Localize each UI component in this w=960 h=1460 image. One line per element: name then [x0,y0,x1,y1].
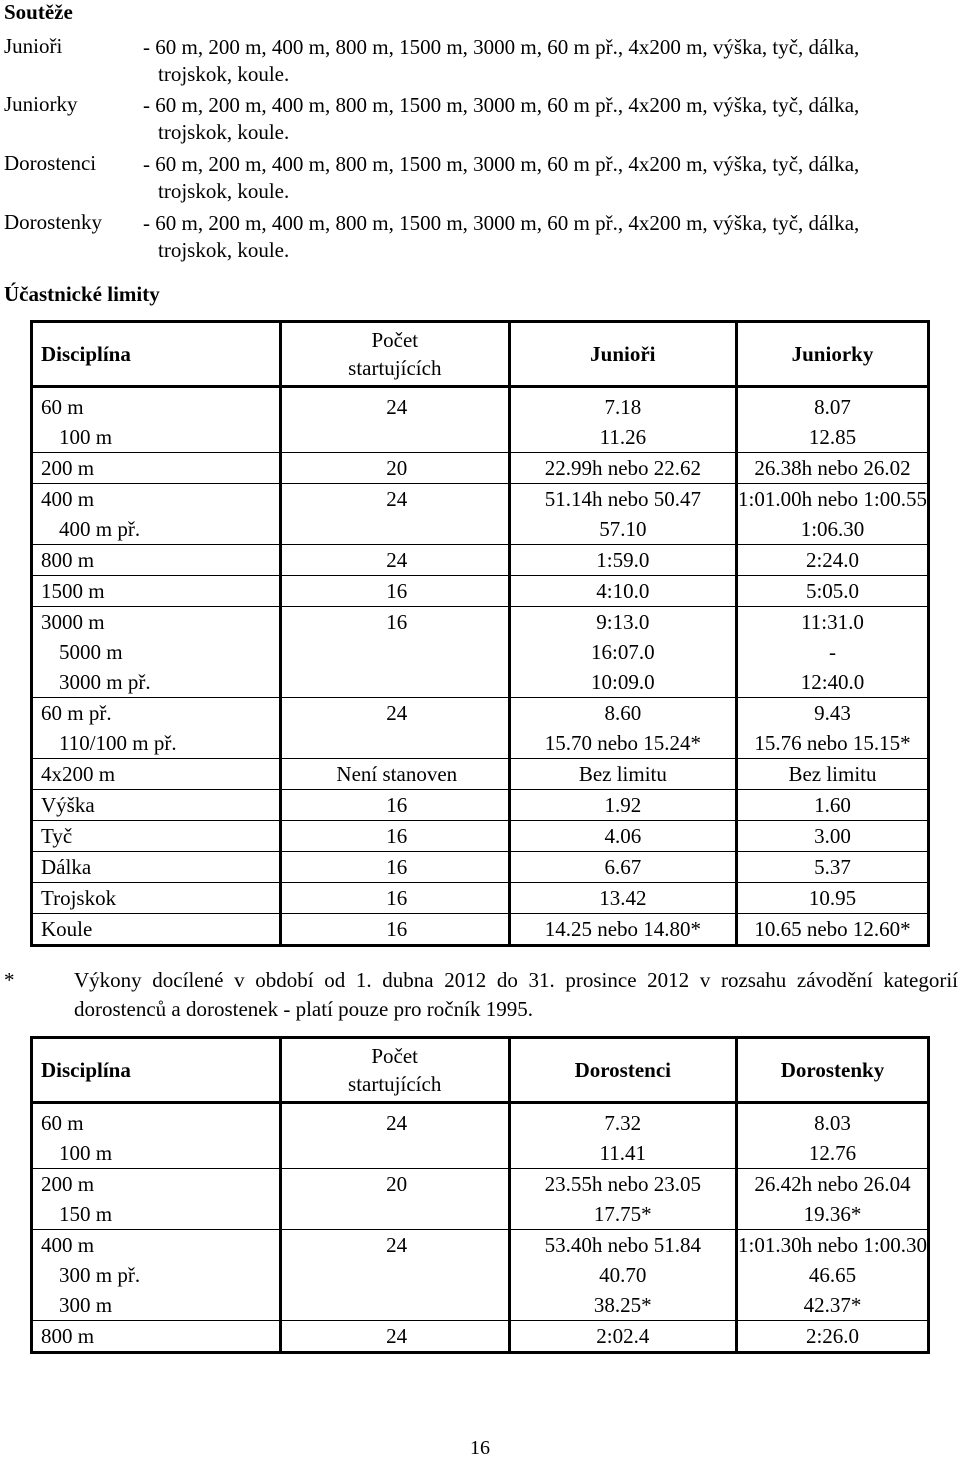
competition-events-line: trojskok, koule. [158,62,290,86]
table-row [32,790,929,821]
header-count-line: Počet [371,1044,418,1068]
limit-cell [509,1230,736,1321]
table-row [32,545,929,576]
discipline-cell-line: 100 m [59,425,113,449]
competition-events [143,34,958,88]
count-cell-line: 16 [386,824,408,848]
count-cell-line [282,637,508,667]
count-cell-line [282,667,508,697]
footnote-text: Výkony docílené v období od 1. dubna 2012 do 31. prosince 2012 v rozsahu závodění kategorií dorostenců a dorostenek - platí pouze pro ročník 1995. [74,968,958,1021]
competition-events-line: - 60 m, 200 m, 400 m, 800 m, 1500 m, 3000 m, 60 m př., 4x200 m, výška, tyč, dálka, [143,211,860,235]
discipline-cell-line: 3000 m př. [59,670,151,694]
discipline-cell [32,387,281,453]
competition-events-line: trojskok, koule. [158,179,290,203]
limit-cell-line: 40.70 [599,1263,647,1287]
count-cell [280,453,509,484]
discipline-cell [32,821,281,852]
limit-cell-line: 15.76 nebo 15.15* [754,731,911,755]
count-cell-line: 24 [386,1233,408,1257]
footnote-marker: * [4,968,15,992]
discipline-cell [32,1169,281,1230]
limit-cell [736,821,928,852]
header-count [280,322,509,387]
discipline-cell-line: 800 m [41,1324,95,1348]
limit-cell-line: 23.55h nebo 23.05 [544,1172,701,1196]
limit-cell [509,759,736,790]
count-cell-line: 24 [386,548,408,572]
table-row [32,453,929,484]
count-cell-line: 16 [386,855,408,879]
competition-events-line: trojskok, koule. [158,120,290,144]
count-cell [280,607,509,698]
limit-cell [736,1169,928,1230]
discipline-cell-line: Výška [41,793,95,817]
count-cell-line: 20 [386,1172,408,1196]
count-cell-line: Není stanoven [336,762,458,786]
count-cell-line [282,1260,508,1290]
limit-cell-line: 11.41 [599,1141,647,1165]
count-cell [280,484,509,545]
header-discipline: Disciplína [32,1038,281,1103]
limit-cell [736,453,928,484]
count-cell-line: 16 [386,886,408,910]
limit-cell [736,1321,928,1353]
limit-cell [736,852,928,883]
discipline-cell [32,453,281,484]
limit-cell-line: 42.37* [803,1293,862,1317]
limit-cell-line: 9:13.0 [596,610,650,634]
limit-cell [736,607,928,698]
limit-cell-line: 53.40h nebo 51.84 [544,1233,701,1257]
table-row [32,698,929,759]
count-cell [280,1321,509,1353]
table-row [32,759,929,790]
table-row [32,1103,929,1169]
limit-cell-line: 11:31.0 [801,610,864,634]
limit-cell [736,883,928,914]
discipline-cell [32,607,281,698]
discipline-cell [32,698,281,759]
discipline-cell [32,759,281,790]
page-number: 16 [470,1437,490,1459]
limit-cell [736,545,928,576]
discipline-cell [32,1321,281,1353]
discipline-cell-line: 60 m [41,1111,84,1135]
discipline-cell [32,852,281,883]
header-count-line: startujících [348,1072,442,1096]
count-cell [280,545,509,576]
table-row [32,607,929,698]
discipline-cell [32,576,281,607]
limit-cell-line: 9.43 [814,701,851,725]
limit-cell [509,545,736,576]
competition-label: Dorostenci [4,151,97,175]
table-row [32,1230,929,1321]
count-cell-line: 24 [386,487,408,511]
competition-events [143,151,958,205]
limit-cell [736,790,928,821]
limit-cell-line: 12.76 [808,1141,857,1165]
limit-cell-line: 8.07 [814,395,851,419]
limit-cell-line: 1:59.0 [596,548,650,572]
limit-cell-line: 1:06.30 [800,517,865,541]
limits-table-juniors [30,320,930,947]
competition-events [143,210,958,264]
limit-cell [509,453,736,484]
discipline-cell-line: 1500 m [41,579,105,603]
table-row [32,852,929,883]
limit-cell-line: 14.25 nebo 14.80* [544,917,702,941]
limit-cell [509,1169,736,1230]
header-discipline: Disciplína [32,322,281,387]
limit-cell-line: Bez limitu [788,762,877,786]
discipline-cell [32,883,281,914]
limit-cell-line: 12.85 [808,425,857,449]
discipline-cell-line: 4x200 m [41,762,116,786]
footnote [4,966,958,1024]
table-row [32,821,929,852]
table-row [32,576,929,607]
header-youth-women: Dorostenky [736,1038,928,1103]
count-cell-line: 16 [386,610,408,634]
limit-cell-line: 1.92 [604,793,642,817]
competition-events-line: - 60 m, 200 m, 400 m, 800 m, 1500 m, 3000 m, 60 m př., 4x200 m, výška, tyč, dálka, [143,152,860,176]
count-cell [280,790,509,821]
discipline-cell-line: 110/100 m př. [59,731,177,755]
limit-cell [509,698,736,759]
limit-cell-line: 26.42h nebo 26.04 [754,1172,911,1196]
header-count-line: Počet [371,328,419,352]
count-cell [280,1103,509,1169]
count-cell-line: 20 [386,456,408,480]
limit-cell-line: 2:26.0 [805,1324,860,1348]
limit-cell-line: 4:10.0 [596,579,650,603]
count-cell [280,759,509,790]
limit-cell-line: 11.26 [599,425,647,449]
count-cell [280,883,509,914]
competition-events-line: - 60 m, 200 m, 400 m, 800 m, 1500 m, 3000 m, 60 m př., 4x200 m, výška, tyč, dálka, [143,35,860,59]
limit-cell [509,790,736,821]
limit-cell-line: 1.60 [814,793,851,817]
limit-cell-line: 8.60 [604,701,642,725]
limits-table-youth [30,1036,930,1354]
limit-cell-line: 46.65 [808,1263,857,1287]
count-cell [280,1230,509,1321]
count-cell-line [282,728,508,758]
count-cell-line: 16 [386,793,408,817]
count-cell-line: 16 [386,579,408,603]
count-cell [280,698,509,759]
limit-cell-line: 12:40.0 [800,670,865,694]
competition-label: Juniorky [4,92,78,116]
header-count [280,1038,509,1103]
limit-cell-line: 10:09.0 [591,670,655,694]
count-cell [280,821,509,852]
limit-cell [509,484,736,545]
discipline-cell-line: 60 m př. [41,701,112,725]
header-youth-men: Dorostenci [509,1038,736,1103]
table-row [32,484,929,545]
discipline-cell [32,914,281,946]
limit-cell-line: 6.67 [604,855,642,879]
limit-cell [736,698,928,759]
count-cell-line [282,1290,508,1320]
limit-cell [736,914,928,946]
limit-cell-line: 10.95 [808,886,857,910]
discipline-cell-line: 100 m [59,1141,113,1165]
table-row [32,914,929,946]
count-cell-line: 16 [386,917,408,941]
header-count-line: startujících [348,356,442,380]
discipline-cell [32,1230,281,1321]
limit-cell [509,607,736,698]
discipline-cell-line: 400 m [41,487,95,511]
limit-cell [736,484,928,545]
limit-cell [736,759,928,790]
discipline-cell [32,545,281,576]
count-cell-line [282,514,508,544]
limit-cell-line: 16:07.0 [591,640,655,664]
limit-cell-line: 38.25* [593,1293,652,1317]
competition-events-line: trojskok, koule. [158,238,290,262]
limit-cell-line: 4.06 [604,824,642,848]
discipline-cell-line: 400 m př. [59,517,141,541]
limit-cell-line: 10.65 nebo 12.60* [754,917,911,941]
count-cell-line [282,1199,508,1229]
limit-cell [509,576,736,607]
table-row [32,1321,929,1353]
limit-cell [509,914,736,946]
limit-cell-line: 17.75* [593,1202,652,1226]
limit-cell [736,387,928,453]
limit-cell-line: 15.70 nebo 15.24* [544,731,702,755]
limits-heading: Účastnické limity [4,282,160,306]
limit-cell [509,852,736,883]
limit-cell-line: 51.14h nebo 50.47 [544,487,702,511]
limit-cell [509,1321,736,1353]
limit-cell [736,1230,928,1321]
limit-cell-line: 26.38h nebo 26.02 [754,456,911,480]
count-cell-line: 24 [386,1111,408,1135]
table-header-row [32,322,929,387]
discipline-cell-line: Tyč [41,824,73,848]
count-cell-line: 24 [386,395,408,419]
limit-cell [509,821,736,852]
table-header-row [32,1038,929,1103]
count-cell-line [282,422,508,452]
limit-cell-line: 5:05.0 [805,579,860,603]
discipline-cell [32,790,281,821]
limit-cell-line: Bez limitu [578,762,667,786]
count-cell-line: 24 [386,1324,408,1348]
competition-label: Dorostenky [4,210,102,234]
discipline-cell-line: 200 m [41,456,95,480]
discipline-cell-line: 400 m [41,1233,95,1257]
table-row [32,1169,929,1230]
limit-cell [509,387,736,453]
discipline-cell-line: 300 m př. [59,1263,141,1287]
count-cell [280,852,509,883]
discipline-cell-line: 60 m [41,395,84,419]
discipline-cell-line: 300 m [59,1293,113,1317]
discipline-cell-line: 3000 m [41,610,105,634]
count-cell [280,387,509,453]
limit-cell [736,576,928,607]
limit-cell [509,1103,736,1169]
count-cell [280,1169,509,1230]
table-row [32,883,929,914]
discipline-cell-line: Dálka [41,855,92,879]
limit-cell-line: 1:01.30h nebo 1:00.30 [737,1233,927,1257]
table-row [32,387,929,453]
limit-cell-line: 2:02.4 [596,1324,650,1348]
discipline-cell-line: 200 m [41,1172,95,1196]
discipline-cell-line: 150 m [59,1202,113,1226]
limit-cell-line: 7.18 [604,395,642,419]
count-cell-line [282,1138,508,1168]
competition-label: Junioři [4,34,63,58]
limit-cell-line: - [828,640,836,664]
discipline-cell-line: Koule [41,917,93,941]
limit-cell-line: 57.10 [599,517,647,541]
count-cell [280,914,509,946]
competition-events [143,92,958,146]
competitions-heading: Soutěže [4,0,73,24]
discipline-cell [32,1103,281,1169]
header-junior-women: Juniorky [736,322,928,387]
limit-cell-line: 3.00 [814,824,851,848]
count-cell-line: 24 [386,701,408,725]
competition-events-line: - 60 m, 200 m, 400 m, 800 m, 1500 m, 3000 m, 60 m př., 4x200 m, výška, tyč, dálka, [143,93,860,117]
limit-cell-line: 19.36* [803,1202,862,1226]
limit-cell-line: 22.99h nebo 22.62 [544,456,702,480]
limit-cell [509,883,736,914]
count-cell [280,576,509,607]
limit-cell-line: 8.03 [814,1111,851,1135]
limit-cell-line: 7.32 [604,1111,642,1135]
limit-cell-line: 1:01.00h nebo 1:00.55 [737,487,927,511]
limit-cell-line: 2:24.0 [805,548,860,572]
limit-cell [736,1103,928,1169]
discipline-cell-line: 800 m [41,548,95,572]
limit-cell-line: 13.42 [599,886,647,910]
discipline-cell-line: Trojskok [41,886,117,910]
header-juniors: Junioři [509,322,736,387]
discipline-cell [32,484,281,545]
discipline-cell-line: 5000 m [59,640,123,664]
limit-cell-line: 5.37 [814,855,851,879]
